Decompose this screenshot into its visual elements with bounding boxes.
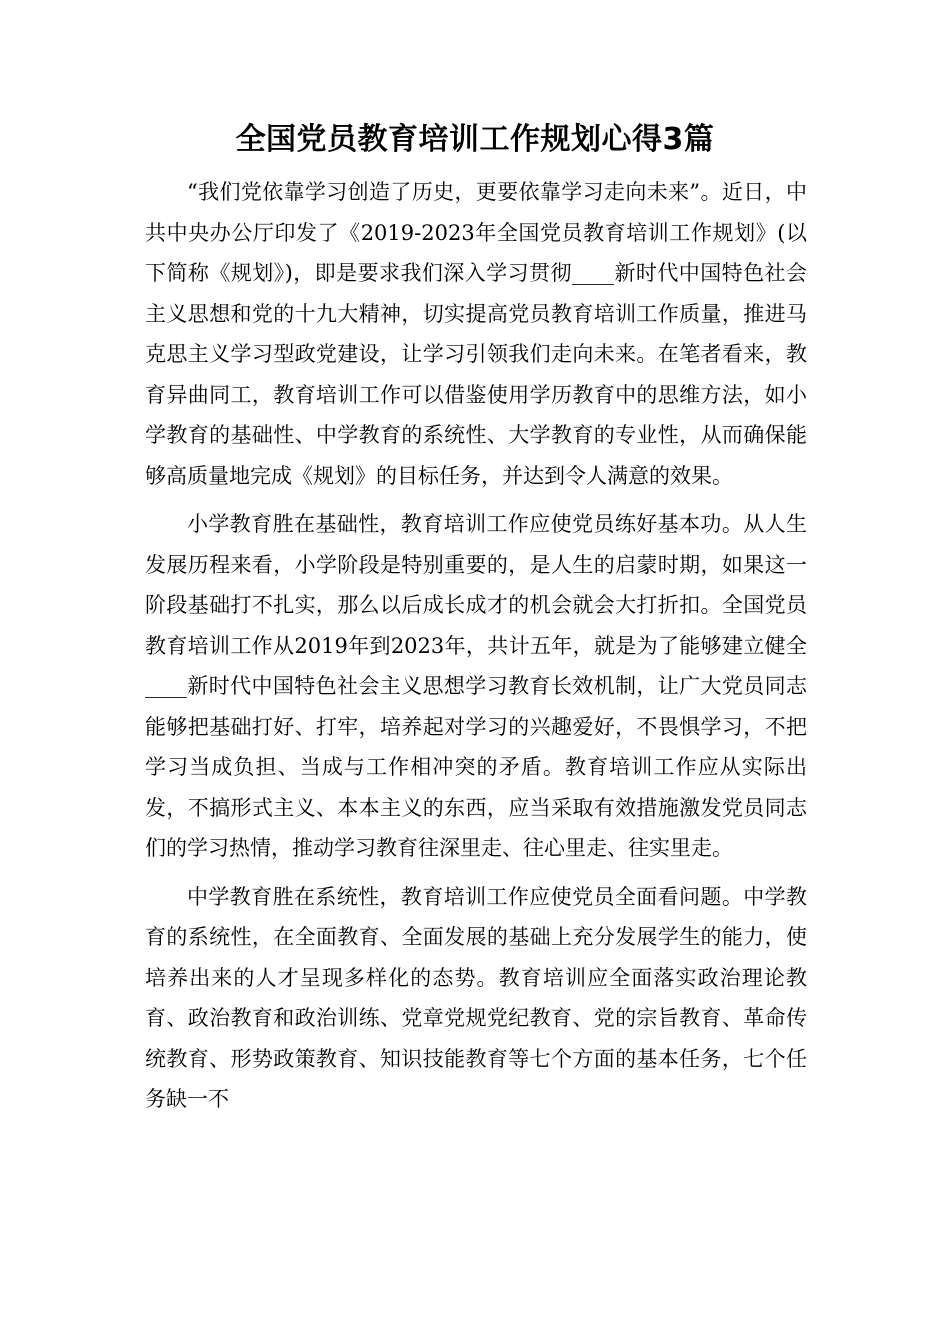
document-body: [145, 172, 807, 1128]
paragraph-3: 中学教育胜在系统性，教育培训工作应使党员全面看问题。中学教育的系统性，在全面教育、全面发展的基础上充分发展学生的能力，使培养出来的人才呈现多样化的态势。教育培训应全面落实政治理论教育、政治教育和政治训练、党章党规党纪教育、党的宗旨教育、革命传统教育、形势政策教育、知识技能教育等七个方面的基本任务，七个任务缺一不: [145, 884, 807, 1111]
paragraph-1: “我们党依靠学习创造了历史，更要依靠学习走向未来”。近日，中共中央办公厅印发了《2019-2023年全国党员教育培训工作规划》(以下简称《规划》)，即是要求我们深入学习贯彻____新时代中国特色社会主义思想和党的十九大精神，切实提高党员教育培训工作质量，推进马克思主义学习型政党建设，让学习引领我们走向未来。在笔者看来，教育异曲同工，教育培训工作可以借鉴使用学历教育中的思维方法，如小学教育的基础性、中学教育的系统性、大学教育的专业性，从而确保能够高质量地完成《规划》的目标任务，并达到令人满意的效果。: [145, 180, 807, 488]
document-title: 全国党员教育培训工作规划心得3篇: [235, 122, 715, 157]
paragraph-2: 小学教育胜在基础性，教育培训工作应使党员练好基本功。从人生发展历程来看，小学阶段是特别重要的，是人生的启蒙时期，如果这一阶段基础打不扎实，那么以后成长成才的机会就会大打折扣。全国党员教育培训工作从2019年到2023年，共计五年，就是为了能够建立健全____新时代中国特色社会主义思想学习教育长效机制，让广大党员同志能够把基础打好、打牢，培养起对学习的兴趣爱好，不畏惧学习，不把学习当成负担、当成与工作相冲突的矛盾。教育培训工作应从实际出发，不搞形式主义、本本主义的东西，应当采取有效措施激发党员同志们的学习热情，推动学习教育往深里走、往心里走、往实里走。: [145, 512, 807, 860]
